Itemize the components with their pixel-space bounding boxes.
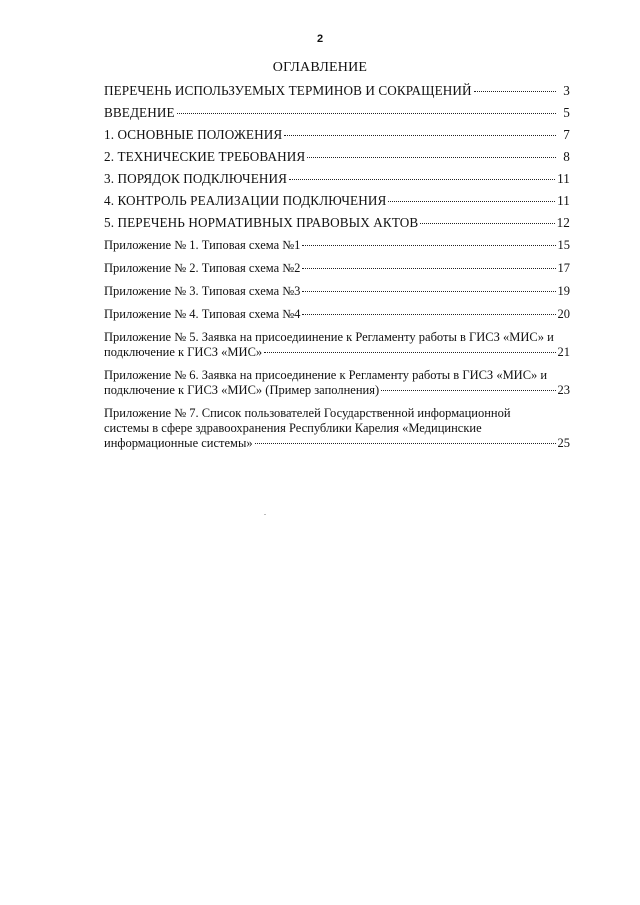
toc-entry-label: 2. ТЕХНИЧЕСКИЕ ТРЕБОВАНИЯ (104, 149, 306, 164)
toc-entry-label: системы в сфере здравоохранения Республики Карелия «Медицинские (104, 421, 482, 435)
scan-speck (264, 514, 266, 515)
toc-entry-page: 21 (557, 345, 570, 359)
toc-entry-label: Приложение № 6. Заявка на присоединение к Регламенту работы в ГИСЗ «МИС» и (104, 368, 548, 382)
toc-entry-label: подключение к ГИСЗ «МИС» (104, 345, 263, 359)
toc-entry-page: 17 (557, 261, 570, 275)
toc-entry[interactable] (104, 149, 570, 164)
toc-entry[interactable] (104, 193, 570, 208)
toc-title: ОГЛАВЛЕНИЕ (272, 60, 368, 75)
dot-leader (302, 267, 555, 269)
toc-entry-label: 5. ПЕРЕЧЕНЬ НОРМАТИВНЫХ ПРАВОВЫХ АКТОВ (104, 215, 419, 230)
page-number: 2 (316, 33, 324, 45)
dot-leader (177, 112, 556, 114)
toc-entry-page: 8 (563, 149, 570, 164)
dot-leader (474, 90, 556, 92)
dot-leader (381, 389, 555, 391)
toc-entry[interactable] (104, 215, 570, 230)
toc-entry-page: 25 (557, 436, 570, 450)
toc-entry[interactable] (104, 83, 570, 98)
toc-entry-page: 12 (556, 215, 570, 230)
toc-entry-page: 7 (563, 127, 570, 142)
toc-entry[interactable] (104, 307, 570, 322)
toc-entry[interactable] (104, 368, 570, 398)
toc-entry-page: 19 (557, 284, 570, 298)
toc-entry-page: 5 (563, 105, 570, 120)
dot-leader (388, 200, 555, 202)
toc-entry-label: Приложение № 2. Типовая схема №2 (104, 261, 301, 275)
toc-entry-label: ВВЕДЕНИЕ (104, 105, 175, 120)
toc-entry[interactable] (104, 261, 570, 276)
toc-entry-label: 4. КОНТРОЛЬ РЕАЛИЗАЦИИ ПОДКЛЮЧЕНИЯ (104, 193, 387, 208)
dot-leader (255, 442, 556, 444)
dot-leader (302, 313, 555, 315)
toc-entry-page: 20 (557, 307, 570, 321)
toc-entry-page: 11 (557, 193, 570, 208)
dot-leader (302, 244, 555, 246)
toc-entry-label: Приложение № 1. Типовая схема №1 (104, 238, 301, 252)
toc-entry[interactable] (104, 171, 570, 186)
toc-entry[interactable] (104, 284, 570, 299)
toc-entry-page: 3 (563, 83, 570, 98)
dot-leader (284, 134, 556, 136)
toc-entry-page: 15 (557, 238, 570, 252)
toc-entry-page: 23 (557, 383, 570, 397)
toc-entry-label: Приложение № 7. Список пользователей Государственной информационной (104, 406, 511, 420)
toc-entry[interactable] (104, 330, 570, 360)
toc-entry-label: 3. ПОРЯДОК ПОДКЛЮЧЕНИЯ (104, 171, 287, 186)
toc-entry-label: ПЕРЕЧЕНЬ ИСПОЛЬЗУЕМЫХ ТЕРМИНОВ И СОКРАЩЕНИЙ (104, 83, 472, 98)
dot-leader (420, 222, 554, 224)
table-of-contents (104, 83, 570, 451)
toc-entry-label: Приложение № 3. Типовая схема №3 (104, 284, 301, 298)
toc-entry-label: Приложение № 4. Типовая схема №4 (104, 307, 301, 321)
dot-leader (264, 351, 555, 353)
toc-entry[interactable] (104, 127, 570, 142)
dot-leader (302, 290, 555, 292)
toc-entry-page: 11 (557, 171, 570, 186)
dot-leader (289, 178, 555, 180)
toc-entry-label: подключение к ГИСЗ «МИС» (Пример заполнения) (104, 383, 380, 397)
toc-entry-label: 1. ОСНОВНЫЕ ПОЛОЖЕНИЯ (104, 127, 283, 142)
toc-entry[interactable] (104, 105, 570, 120)
toc-entry[interactable] (104, 406, 570, 451)
toc-entry[interactable] (104, 238, 570, 253)
dot-leader (307, 156, 556, 158)
toc-entry-label: Приложение № 5. Заявка на присоедиинение к Регламенту работы в ГИСЗ «МИС» и (104, 330, 554, 344)
toc-entry-label: информационные системы» (104, 436, 253, 450)
